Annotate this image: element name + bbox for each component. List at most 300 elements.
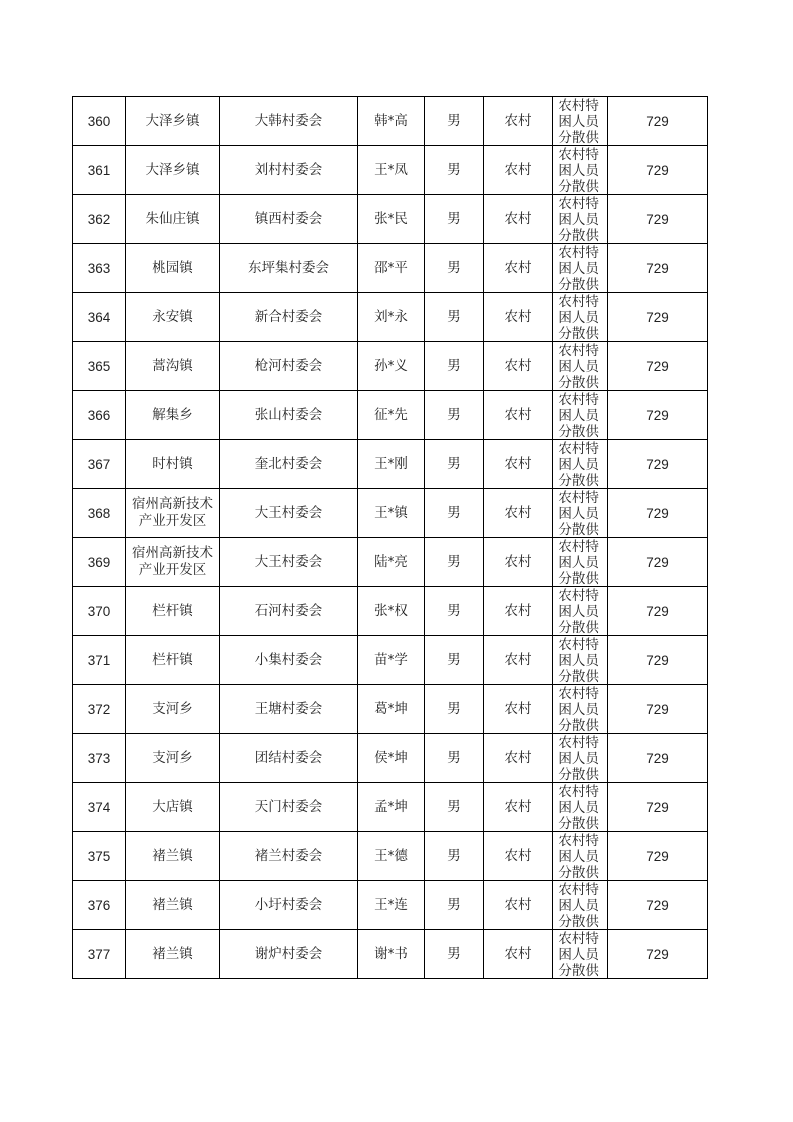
recipient-name-text: 孟*坤 (374, 798, 408, 815)
table-row (73, 489, 708, 538)
amount-cell (608, 293, 708, 342)
amount-cell (608, 783, 708, 832)
row-number-cell (73, 587, 126, 636)
village-committee-text: 王塘村委会 (254, 700, 323, 717)
village-committee-text: 石河村委会 (254, 602, 323, 619)
town-cell (126, 832, 220, 881)
table-row (73, 734, 708, 783)
assistance-category-cell (553, 783, 608, 832)
household-type-text: 农村 (504, 504, 532, 521)
recipient-name-text: 陆*亮 (374, 553, 408, 570)
recipient-name-cell (358, 391, 425, 440)
household-type-cell (484, 636, 553, 685)
gender-text: 男 (447, 602, 461, 619)
town-text: 栏杆镇 (152, 602, 193, 619)
row-number-cell (73, 244, 126, 293)
gender-cell (425, 881, 484, 930)
gender-text: 男 (447, 553, 461, 570)
gender-cell (425, 685, 484, 734)
table-row (73, 293, 708, 342)
village-committee-text: 新合村委会 (254, 308, 323, 325)
village-committee-text: 奎北村委会 (254, 455, 323, 472)
town-text: 大泽乡镇 (145, 112, 200, 129)
household-type-text: 农村 (504, 847, 532, 864)
town-cell (126, 489, 220, 538)
row-number-cell (73, 538, 126, 587)
gender-text: 男 (447, 308, 461, 325)
gender-text: 男 (447, 651, 461, 668)
household-type-cell (484, 489, 553, 538)
row-number-cell (73, 930, 126, 979)
town-text: 桃园镇 (152, 259, 193, 276)
amount-text: 729 (646, 407, 669, 423)
row-number-text: 374 (87, 799, 111, 815)
amount-cell (608, 342, 708, 391)
village-committee-cell (220, 489, 358, 538)
household-type-text: 农村 (504, 455, 532, 472)
row-number-cell (73, 97, 126, 146)
town-cell (126, 195, 220, 244)
assistance-category-text: 农村特困人员分散供 (558, 489, 599, 537)
household-type-cell (484, 146, 553, 195)
amount-cell (608, 391, 708, 440)
amount-cell (608, 685, 708, 734)
gender-text: 男 (447, 357, 461, 374)
table-row (73, 97, 708, 146)
amount-text: 729 (646, 652, 669, 668)
recipient-name-text: 韩*高 (374, 112, 408, 129)
amount-text: 729 (646, 211, 669, 227)
row-number-cell (73, 342, 126, 391)
assistance-category-text: 农村特困人员分散供 (558, 587, 599, 635)
household-type-text: 农村 (504, 406, 532, 423)
row-number-cell (73, 489, 126, 538)
town-text: 支河乡 (152, 749, 193, 766)
assistance-category-cell (553, 293, 608, 342)
recipient-name-cell (358, 342, 425, 391)
village-committee-cell (220, 440, 358, 489)
assistance-category-cell (553, 440, 608, 489)
amount-cell (608, 734, 708, 783)
household-type-cell (484, 587, 553, 636)
town-text: 宿州高新技术产业开发区 (132, 545, 213, 578)
assistance-category-cell (553, 391, 608, 440)
assistance-category-text: 农村特困人员分散供 (558, 832, 599, 880)
gender-cell (425, 587, 484, 636)
town-cell (126, 636, 220, 685)
town-cell (126, 881, 220, 930)
recipient-name-cell (358, 587, 425, 636)
gender-text: 男 (447, 749, 461, 766)
town-text: 大泽乡镇 (145, 161, 200, 178)
town-cell (126, 587, 220, 636)
row-number-cell (73, 783, 126, 832)
assistance-category-text: 农村特困人员分散供 (558, 538, 599, 586)
gender-cell (425, 489, 484, 538)
gender-text: 男 (447, 112, 461, 129)
recipient-name-cell (358, 146, 425, 195)
village-committee-text: 大王村委会 (254, 504, 323, 521)
village-committee-text: 镇西村委会 (254, 210, 323, 227)
household-type-text: 农村 (504, 259, 532, 276)
table-body (73, 97, 708, 979)
row-number-text: 363 (87, 260, 111, 276)
village-committee-text: 张山村委会 (254, 406, 323, 423)
assistance-category-cell (553, 146, 608, 195)
assistance-category-cell (553, 832, 608, 881)
assistance-category-cell (553, 881, 608, 930)
recipient-name-text: 王*凤 (374, 161, 408, 178)
village-committee-cell (220, 734, 358, 783)
row-number-text: 373 (87, 750, 111, 766)
household-type-text: 农村 (504, 945, 532, 962)
assistance-category-text: 农村特困人员分散供 (558, 930, 599, 978)
gender-cell (425, 440, 484, 489)
assistance-category-cell (553, 930, 608, 979)
amount-cell (608, 195, 708, 244)
recipient-name-cell (358, 489, 425, 538)
gender-cell (425, 538, 484, 587)
amount-cell (608, 636, 708, 685)
row-number-text: 362 (87, 211, 111, 227)
amount-text: 729 (646, 358, 669, 374)
recipient-name-text: 刘*永 (374, 308, 408, 325)
gender-text: 男 (447, 504, 461, 521)
town-text: 朱仙庄镇 (145, 210, 200, 227)
village-committee-cell (220, 930, 358, 979)
village-committee-cell (220, 146, 358, 195)
recipient-name-text: 谢*书 (374, 945, 408, 962)
gender-cell (425, 636, 484, 685)
row-number-text: 366 (87, 407, 111, 423)
recipient-name-text: 张*民 (374, 210, 408, 227)
amount-text: 729 (646, 309, 669, 325)
assistance-category-cell (553, 489, 608, 538)
gender-cell (425, 195, 484, 244)
town-cell (126, 244, 220, 293)
assistance-category-text: 农村特困人员分散供 (558, 244, 599, 292)
assistance-category-text: 农村特困人员分散供 (558, 783, 599, 831)
village-committee-text: 谢炉村委会 (254, 945, 323, 962)
recipient-name-text: 王*德 (374, 847, 408, 864)
amount-cell (608, 538, 708, 587)
household-type-text: 农村 (504, 210, 532, 227)
gender-cell (425, 293, 484, 342)
amount-text: 729 (646, 701, 669, 717)
village-committee-text: 刘村村委会 (254, 161, 323, 178)
village-committee-text: 大王村委会 (254, 553, 323, 570)
row-number-cell (73, 146, 126, 195)
town-cell (126, 391, 220, 440)
village-committee-text: 大韩村委会 (254, 112, 323, 129)
table-row (73, 146, 708, 195)
row-number-cell (73, 685, 126, 734)
household-type-text: 农村 (504, 161, 532, 178)
row-number-text: 370 (87, 603, 111, 619)
table-row (73, 832, 708, 881)
recipient-name-cell (358, 97, 425, 146)
gender-text: 男 (447, 700, 461, 717)
row-number-text: 376 (87, 897, 111, 913)
household-type-text: 农村 (504, 553, 532, 570)
household-type-cell (484, 195, 553, 244)
village-committee-text: 东坪集村委会 (248, 259, 329, 276)
household-type-cell (484, 685, 553, 734)
amount-cell (608, 587, 708, 636)
recipient-name-cell (358, 832, 425, 881)
household-type-text: 农村 (504, 749, 532, 766)
recipient-name-cell (358, 293, 425, 342)
gender-text: 男 (447, 945, 461, 962)
assistance-category-text: 农村特困人员分散供 (558, 440, 599, 488)
beneficiary-table (72, 96, 708, 979)
amount-cell (608, 881, 708, 930)
assistance-category-cell (553, 636, 608, 685)
table-row (73, 440, 708, 489)
amount-cell (608, 244, 708, 293)
recipient-name-text: 葛*坤 (374, 700, 408, 717)
recipient-name-cell (358, 734, 425, 783)
row-number-text: 367 (87, 456, 111, 472)
assistance-category-cell (553, 587, 608, 636)
row-number-text: 364 (87, 309, 111, 325)
town-cell (126, 930, 220, 979)
row-number-cell (73, 293, 126, 342)
household-type-text: 农村 (504, 651, 532, 668)
household-type-text: 农村 (504, 700, 532, 717)
household-type-cell (484, 538, 553, 587)
village-committee-cell (220, 391, 358, 440)
assistance-category-cell (553, 734, 608, 783)
village-committee-text: 天门村委会 (254, 798, 323, 815)
assistance-category-text: 农村特困人员分散供 (558, 342, 599, 390)
town-cell (126, 146, 220, 195)
household-type-cell (484, 342, 553, 391)
row-number-cell (73, 832, 126, 881)
town-cell (126, 97, 220, 146)
village-committee-cell (220, 881, 358, 930)
household-type-cell (484, 244, 553, 293)
row-number-text: 371 (87, 652, 111, 668)
assistance-category-text: 农村特困人员分散供 (558, 685, 599, 733)
household-type-text: 农村 (504, 602, 532, 619)
row-number-cell (73, 440, 126, 489)
table-row (73, 587, 708, 636)
village-committee-cell (220, 783, 358, 832)
assistance-category-text: 农村特困人员分散供 (558, 636, 599, 684)
household-type-cell (484, 440, 553, 489)
recipient-name-text: 邵*平 (374, 259, 408, 276)
amount-text: 729 (646, 554, 669, 570)
recipient-name-cell (358, 685, 425, 734)
town-text: 宿州高新技术产业开发区 (132, 496, 213, 529)
table-row (73, 244, 708, 293)
table-row (73, 685, 708, 734)
recipient-name-text: 侯*坤 (374, 749, 408, 766)
gender-cell (425, 146, 484, 195)
gender-cell (425, 342, 484, 391)
village-committee-cell (220, 293, 358, 342)
amount-text: 729 (646, 897, 669, 913)
recipient-name-text: 王*连 (374, 896, 408, 913)
gender-cell (425, 734, 484, 783)
gender-cell (425, 930, 484, 979)
amount-cell (608, 832, 708, 881)
town-cell (126, 685, 220, 734)
gender-cell (425, 244, 484, 293)
recipient-name-cell (358, 440, 425, 489)
assistance-category-text: 农村特困人员分散供 (558, 97, 599, 145)
assistance-category-cell (553, 538, 608, 587)
assistance-category-text: 农村特困人员分散供 (558, 195, 599, 243)
recipient-name-text: 王*刚 (374, 455, 408, 472)
household-type-cell (484, 783, 553, 832)
gender-cell (425, 391, 484, 440)
town-cell (126, 293, 220, 342)
village-committee-cell (220, 685, 358, 734)
row-number-text: 372 (87, 701, 111, 717)
town-text: 大店镇 (152, 798, 193, 815)
town-text: 褚兰镇 (152, 847, 193, 864)
town-text: 褚兰镇 (152, 896, 193, 913)
household-type-text: 农村 (504, 112, 532, 129)
recipient-name-cell (358, 881, 425, 930)
table-row (73, 783, 708, 832)
amount-cell (608, 146, 708, 195)
recipient-name-cell (358, 244, 425, 293)
village-committee-cell (220, 832, 358, 881)
recipient-name-cell (358, 783, 425, 832)
town-text: 蒿沟镇 (152, 357, 193, 374)
household-type-cell (484, 734, 553, 783)
town-text: 支河乡 (152, 700, 193, 717)
row-number-cell (73, 636, 126, 685)
recipient-name-text: 孙*义 (374, 357, 408, 374)
village-committee-cell (220, 342, 358, 391)
amount-cell (608, 930, 708, 979)
village-committee-text: 小圩村委会 (254, 896, 323, 913)
household-type-cell (484, 930, 553, 979)
amount-text: 729 (646, 799, 669, 815)
gender-cell (425, 97, 484, 146)
town-cell (126, 783, 220, 832)
row-number-text: 360 (87, 113, 111, 129)
gender-text: 男 (447, 259, 461, 276)
table-row (73, 195, 708, 244)
town-text: 褚兰镇 (152, 945, 193, 962)
amount-cell (608, 489, 708, 538)
gender-text: 男 (447, 896, 461, 913)
amount-text: 729 (646, 456, 669, 472)
recipient-name-text: 张*权 (374, 602, 408, 619)
town-cell (126, 342, 220, 391)
amount-cell (608, 440, 708, 489)
recipient-name-cell (358, 195, 425, 244)
gender-text: 男 (447, 406, 461, 423)
village-committee-cell (220, 244, 358, 293)
town-text: 永安镇 (152, 308, 193, 325)
amount-text: 729 (646, 946, 669, 962)
table-row (73, 881, 708, 930)
village-committee-cell (220, 97, 358, 146)
recipient-name-text: 王*镇 (374, 504, 408, 521)
row-number-text: 365 (87, 358, 111, 374)
gender-text: 男 (447, 847, 461, 864)
amount-text: 729 (646, 848, 669, 864)
row-number-text: 361 (87, 162, 111, 178)
household-type-text: 农村 (504, 357, 532, 374)
gender-cell (425, 783, 484, 832)
household-type-text: 农村 (504, 896, 532, 913)
village-committee-cell (220, 636, 358, 685)
assistance-category-cell (553, 244, 608, 293)
table-row (73, 636, 708, 685)
recipient-name-cell (358, 636, 425, 685)
row-number-text: 377 (87, 946, 111, 962)
village-committee-cell (220, 587, 358, 636)
gender-text: 男 (447, 455, 461, 472)
town-text: 解集乡 (152, 406, 193, 423)
amount-text: 729 (646, 113, 669, 129)
assistance-category-text: 农村特困人员分散供 (558, 391, 599, 439)
gender-text: 男 (447, 161, 461, 178)
table-row (73, 342, 708, 391)
amount-text: 729 (646, 505, 669, 521)
amount-text: 729 (646, 162, 669, 178)
gender-text: 男 (447, 798, 461, 815)
amount-text: 729 (646, 750, 669, 766)
household-type-cell (484, 881, 553, 930)
household-type-text: 农村 (504, 308, 532, 325)
amount-cell (608, 97, 708, 146)
gender-cell (425, 832, 484, 881)
assistance-category-cell (553, 685, 608, 734)
assistance-category-text: 农村特困人员分散供 (558, 734, 599, 782)
assistance-category-cell (553, 342, 608, 391)
row-number-cell (73, 391, 126, 440)
household-type-text: 农村 (504, 798, 532, 815)
recipient-name-text: 苗*学 (374, 651, 408, 668)
row-number-text: 375 (87, 848, 111, 864)
village-committee-cell (220, 195, 358, 244)
assistance-category-text: 农村特困人员分散供 (558, 881, 599, 929)
assistance-category-text: 农村特困人员分散供 (558, 146, 599, 194)
table-row (73, 391, 708, 440)
village-committee-text: 褚兰村委会 (254, 847, 323, 864)
town-text: 时村镇 (152, 455, 193, 472)
town-cell (126, 734, 220, 783)
row-number-text: 369 (87, 554, 111, 570)
recipient-name-cell (358, 930, 425, 979)
table-row (73, 538, 708, 587)
row-number-cell (73, 195, 126, 244)
assistance-category-cell (553, 97, 608, 146)
village-committee-text: 团结村委会 (254, 749, 323, 766)
household-type-cell (484, 391, 553, 440)
village-committee-text: 枪河村委会 (254, 357, 323, 374)
assistance-category-cell (553, 195, 608, 244)
row-number-cell (73, 734, 126, 783)
recipient-name-text: 征*先 (374, 406, 408, 423)
gender-text: 男 (447, 210, 461, 227)
table-row (73, 930, 708, 979)
town-text: 栏杆镇 (152, 651, 193, 668)
village-committee-cell (220, 538, 358, 587)
town-cell (126, 538, 220, 587)
row-number-cell (73, 881, 126, 930)
amount-text: 729 (646, 603, 669, 619)
town-cell (126, 440, 220, 489)
